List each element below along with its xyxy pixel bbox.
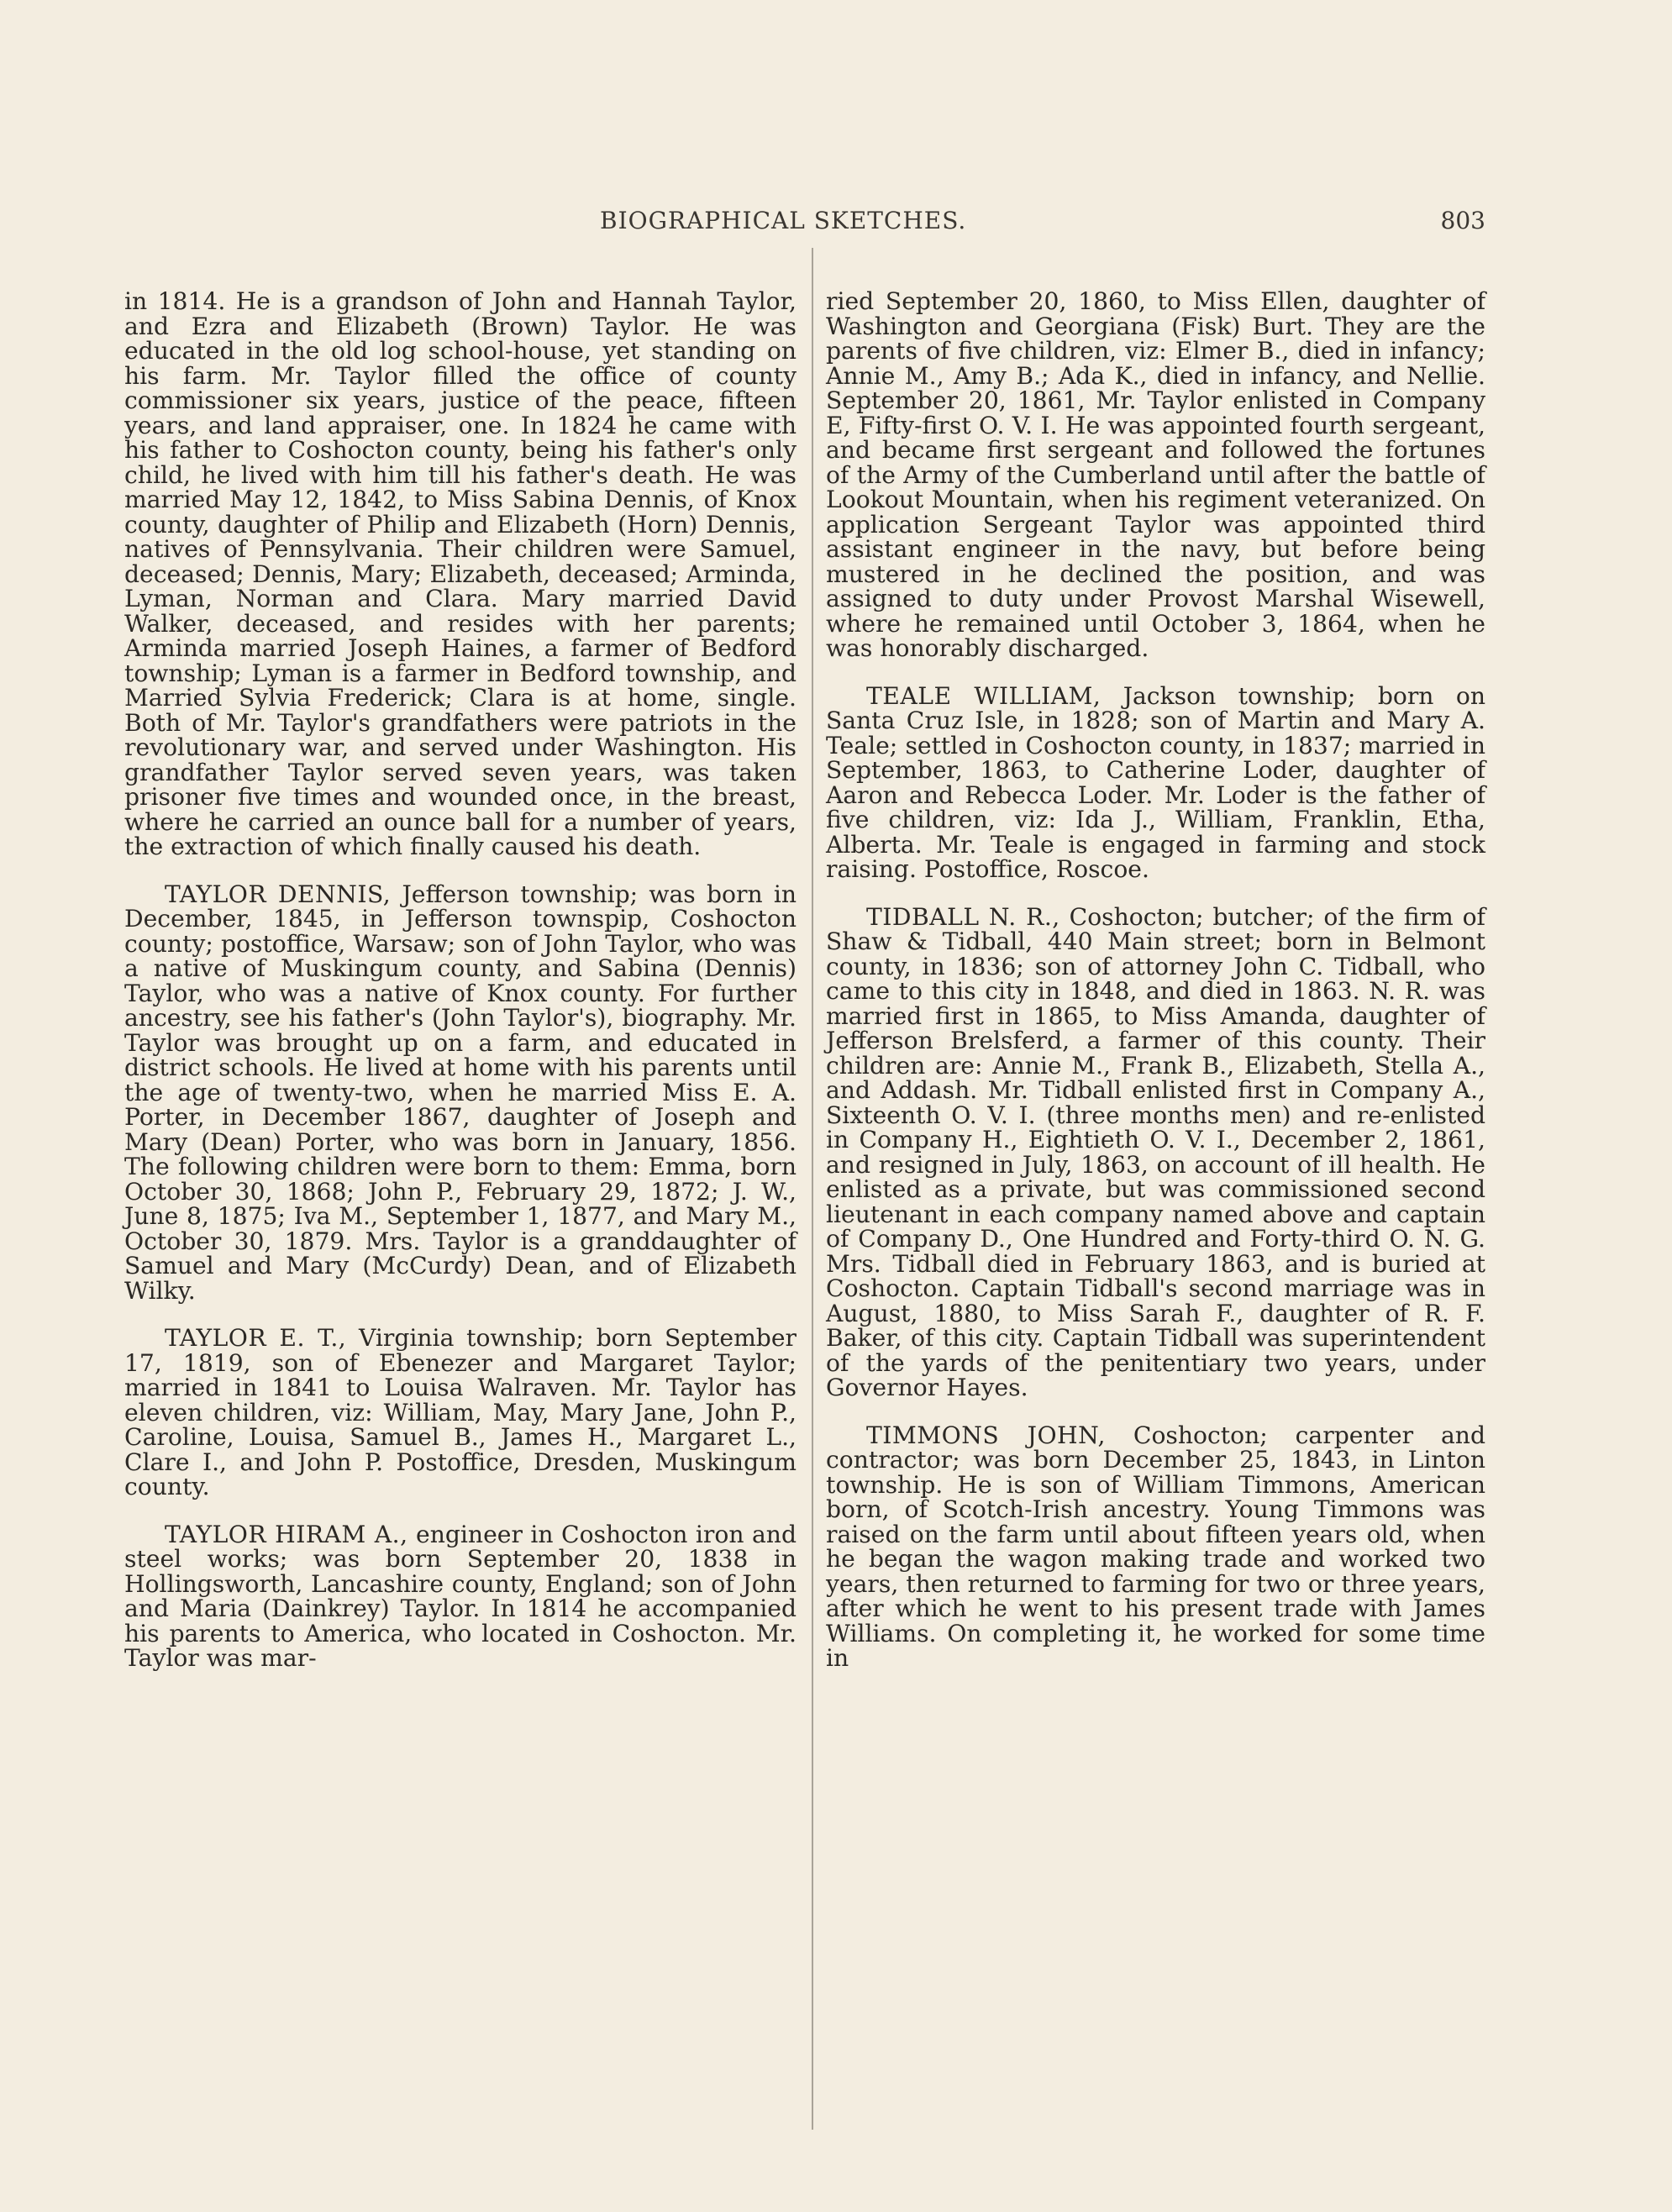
page-header (0, 207, 1672, 247)
entry-teale-william: TEALE WILLIAM, Jackson township; born on Santa Cruz Isle, in 1828; son of Martin and Mary A. Teale; settled in Coshocton county, in 1837; married in September, 1863, to Catherine Loder, daughter of Aaron and Rebecca Loder. Mr. Loder is the father of five children, viz: Ida J., William, Franklin, Etha, Alberta. Mr. Teale is engaged in farming and stock raising. Postoffice, Roscoe. (826, 681, 1485, 883)
entry-timmons-john: TIMMONS JOHN, Coshocton; carpenter and contractor; was born December 25, 1843, in Linton township. He is son of William Timmons, American born, of Scotch-Irish ancestry. Young Timmons was raised on the farm until about fifteen years old, when he began the wagon making trade and worked two years, then returned to farming for two or three years, after which he went to his present trade with James Williams. On completing it, he worked for some time in (826, 1421, 1485, 1672)
paragraph-continued: in 1814. He is a grandson of John and Hannah Taylor, and Ezra and Elizabeth (Brown) Taylor. He was educated in the old log school-house, yet standing on his farm. Mr. Taylor filled the office of county commissioner six years, justice of the peace, fifteen years, and land appraiser, one. In 1824 he came with his father to Coshocton county, being his father's only child, he lived with him till his father's death. He was married May 12, 1842, to Miss Sabina Dennis, of Knox county, daughter of Philip and Elizabeth (Horn) Dennis, natives of Pennsylvania. Their children were Samuel, deceased; Dennis, Mary; Elizabeth, deceased; Arminda, Lyman, Norman and Clara. Mary married David Walker, deceased, and resides with her parents; Arminda married Joseph Haines, a farmer of Bedford township; Lyman is a farmer in Bedford township, and Married Sylvia Frederick; Clara is at home, single. Both of Mr. Taylor's grandfathers were patriots in the revolutionary war, and served under Washington. His grandfather Taylor served seven years, was taken prisoner five times and wounded once, in the breast, where he carried an ounce ball for a number of years, the extraction of which finally caused his death. (124, 287, 797, 860)
entry-taylor-hiram: TAYLOR HIRAM A., engineer in Coshocton iron and steel works; was born September 20, 1838 in Hollingsworth, Lancashire county, England; son of John and Maria (Dainkrey) Taylor. In 1814 he accompanied his parents to America, who located in Coshocton. Mr. Taylor was mar- (124, 1520, 797, 1672)
entry-taylor-dennis: TAYLOR DENNIS, Jefferson township; was born in December, 1845, in Jefferson townspip, Coshocton county; postoffice, Warsaw; son of John Taylor, who was a native of Muskingum county, and Sabina (Dennis) Taylor, who was a native of Knox county. For further ancestry, see his father's (John Taylor's), biography. Mr. Taylor was brought up on a farm, and educated in district schools. He lived at home with his parents until the age of twenty-two, when he married Miss E. A. Porter, in December 1867, daughter of Joseph and Mary (Dean) Porter, who was born in January, 1856. The following children were born to them: Emma, born October 30, 1868; John P., February 29, 1872; J. W., June 8, 1875; Iva M., September 1, 1877, and Mary M., October 30, 1879. Mrs. Taylor is a granddaughter of Samuel and Mary (McCurdy) Dean, and of Elizabeth Wilky. (124, 880, 797, 1305)
entry-name: TEALE WILLIAM, (866, 681, 1102, 710)
entry-taylor-e-t: TAYLOR E. T., Virginia township; born September 17, 1819, son of Ebenezer and Margaret Taylor; married in 1841 to Louisa Walraven. Mr. Taylor has eleven children, viz: William, May, Mary Jane, John P., Caroline, Louisa, Samuel B., James H., Margaret L., Clare I., and John P. Postoffice, Dresden, Muskingum county. (124, 1324, 797, 1500)
right-column (826, 289, 1485, 1671)
entry-name: TAYLOR DENNIS, (165, 880, 392, 908)
entry-tidball: TIDBALL N. R., Coshocton; butcher; of the firm of Shaw & Tidball, 440 Main street; born in Belmont county, in 1836; son of attorney John C. Tidball, who came to this city in 1848, and died in 1863. N. R. was married first in 1865, to Miss Amanda, daughter of Jefferson Brelsferd, a farmer of this county. Their children are: Annie M., Frank B., Elizabeth, Stella A., and Addash. Mr. Tidball enlisted first in Company A., Sixteenth O. V. I. (three months men) and re-enlisted in Company H., Eightieth O. V. I., December 2, 1861, and resigned in July, 1863, on account of ill health. He enlisted as a private, but was commissioned second lieutenant in each company named above and captain of Company D., One Hundred and Forty-third O. N. G. Mrs. Tidball died in February 1863, and is buried at Coshocton. Captain Tidball's second marriage was in August, 1880, to Miss Sarah F., daughter of R. F. Baker, of this city. Captain Tidball was superintendent of the yards of the penitentiary two years, under Governor Hayes. (826, 902, 1485, 1401)
column-divider (812, 248, 813, 2130)
entry-name: TIDBALL N. R., (866, 902, 1060, 931)
running-title: BIOGRAPHICAL SKETCHES. (600, 207, 967, 234)
paragraph-continued: ried September 20, 1860, to Miss Ellen, daughter of Washington and Georgiana (Fisk) Burt. They are the parents of five children, viz: Elmer B., died in infancy; Annie M., Amy B.; Ada K., died in infancy, and Nellie. September 20, 1861, Mr. Taylor enlisted in Company E, Fifty-first O. V. I. He was appointed fourth sergeant, and became first sergeant and followed the fortunes of the Army of the Cumberland until after the battle of Lookout Mountain, when his regiment veteranized. On application Sergeant Taylor was appointed third assistant engineer in the navy, but before being mustered in he declined the position, and was assigned to duty under Provost Marshal Wisewell, where he remained until October 3, 1864, when he was honorably discharged. (826, 287, 1485, 662)
left-column (124, 289, 797, 1671)
entry-name: TAYLOR E. T., (165, 1324, 347, 1352)
page-number: 803 (1440, 207, 1485, 234)
entry-name: TAYLOR HIRAM A., (165, 1520, 408, 1548)
entry-name: TIMMONS JOHN, (866, 1421, 1106, 1449)
